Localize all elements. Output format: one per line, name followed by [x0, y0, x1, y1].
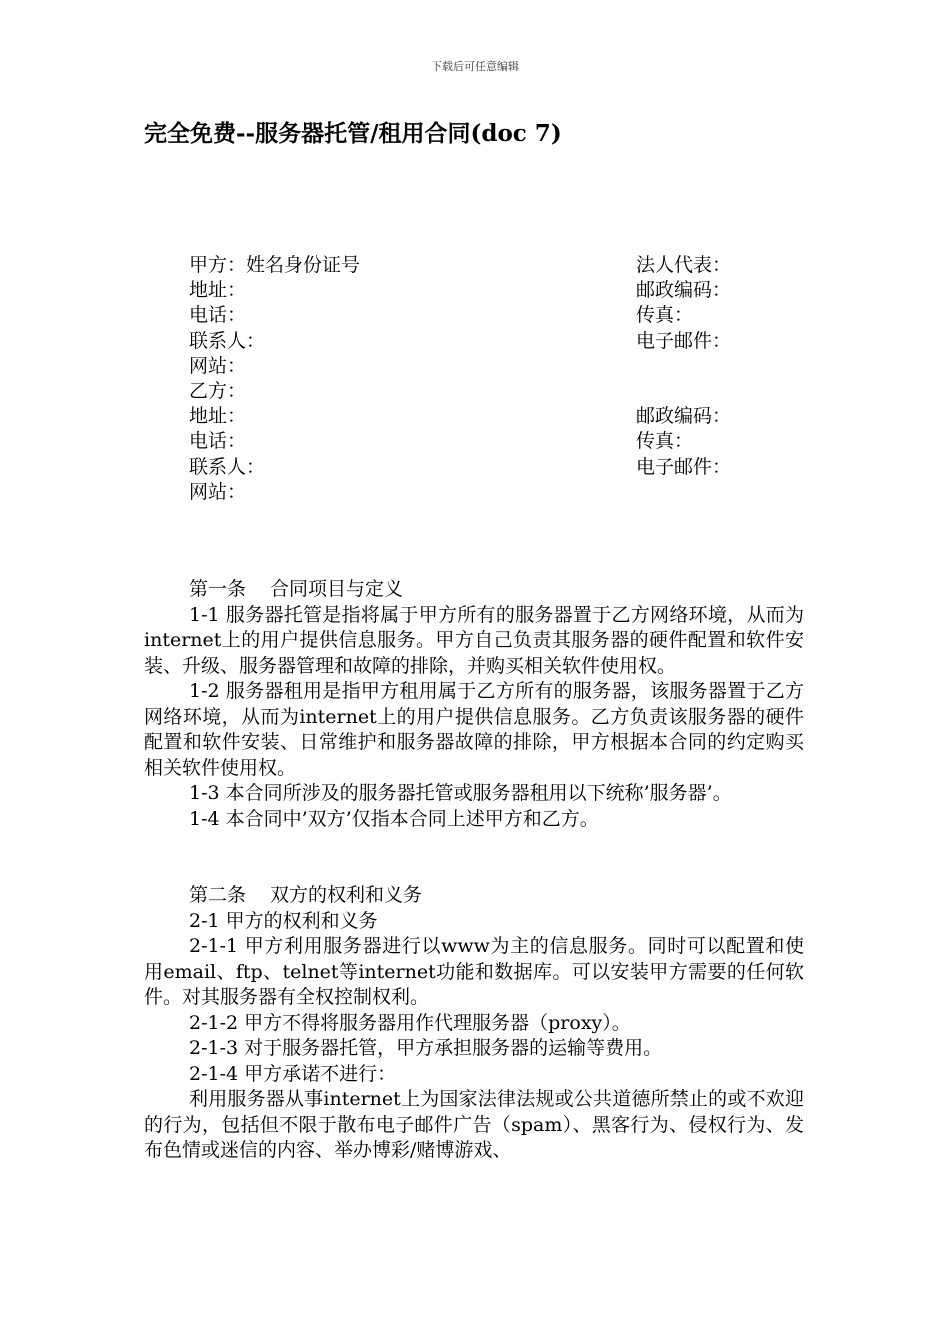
party-row	[189, 253, 809, 278]
party-field-right: 法人代表：	[636, 254, 732, 276]
party-field-right: 电子邮件：	[636, 329, 732, 352]
article-2-clause-5: 2-1-4 甲方承诺不进行：	[189, 1062, 397, 1085]
article-title: 双方的权利和义务	[270, 884, 423, 906]
party-field-right: 电子邮件：	[636, 455, 732, 478]
article-2-clause-2: 2-1-1 甲方利用服务器进行以www为主的信息服务。同时可以配置和使用email、ftp、telnet等internet功能和数据库。可以安装甲方需要的任何软件。对其服务器有全权控制权利。	[144, 935, 804, 1008]
party-field-right: 传真：	[636, 430, 694, 453]
party-field-left: 联系人：	[189, 455, 266, 478]
party-field-left: 乙方：	[189, 379, 247, 402]
article-2-heading	[144, 883, 804, 909]
article-1-clause-1: 1-1 服务器托管是指将属于甲方所有的服务器置于乙方网络环境，从而为internet上的用户提供信息服务。甲方自己负责其服务器的硬件配置和软件安装、升级、服务器管理和故障的排除，并购买相关软件使用权。	[144, 603, 804, 677]
party-row	[189, 354, 809, 379]
article-number: 第二条	[189, 884, 247, 906]
party-field-left: 网站：	[189, 480, 247, 503]
party-row	[189, 404, 809, 429]
article-2-clause-6: 利用服务器从事internet上为国家法律法规或公共道德所禁止的或不欢迎的行为，包括但不限于散布电子邮件广告（spam）、黑客行为、侵权行为、发布色情或迷信的内容、举办博彩/赌博游戏、	[144, 1088, 804, 1161]
party-row	[189, 480, 809, 505]
article-2-clause-3: 2-1-2 甲方不得将服务器用作代理服务器（proxy）。	[189, 1011, 631, 1034]
party-row	[189, 379, 809, 404]
paragraph-spacer	[144, 832, 804, 883]
party-field-left: 甲方：姓名身份证号	[189, 254, 361, 276]
article-1-clause-3: 1-3 本合同所涉及的服务器托管或服务器租用以下统称’服务器’。	[189, 782, 732, 804]
header-note: 下载后可任意编辑	[431, 60, 519, 73]
article-number: 第一条	[189, 578, 247, 600]
party-row	[189, 429, 809, 454]
party-field-right: 传真：	[636, 304, 694, 327]
party-field-left: 电话：	[189, 304, 247, 327]
party-field-left: 联系人：	[189, 329, 266, 352]
party-field-left: 电话：	[189, 430, 247, 453]
party-field-right: 邮政编码：	[636, 405, 732, 428]
party-row	[189, 329, 809, 354]
party-row	[189, 455, 809, 480]
article-1-clause-4: 1-4 本合同中’双方’仅指本合同上述甲方和乙方。	[189, 807, 599, 830]
article-1-heading	[144, 577, 804, 603]
contract-body	[144, 577, 804, 1164]
party-field-left: 网站：	[189, 354, 247, 377]
article-2-clause-4: 2-1-3 对于服务器托管，甲方承担服务器的运输等费用。	[189, 1037, 663, 1059]
party-row	[189, 278, 809, 303]
party-info-block	[189, 253, 809, 505]
party-field-left: 地址：	[189, 279, 247, 302]
party-field-left: 地址：	[189, 405, 247, 428]
article-title: 合同项目与定义	[270, 578, 404, 600]
party-field-right: 邮政编码：	[636, 279, 732, 302]
party-row	[189, 303, 809, 328]
article-1-clause-2: 1-2 服务器租用是指甲方租用属于乙方所有的服务器，该服务器置于乙方网络环境，从而为internet上的用户提供信息服务。乙方负责该服务器的硬件配置和软件安装、日常维护和服务器故障的排除，甲方根据本合同的约定购买相关软件使用权。	[144, 680, 804, 779]
document-title: 完全免费--服务器托管/租用合同(doc 7)	[144, 120, 562, 147]
article-2-clause-1: 2-1 甲方的权利和义务	[189, 909, 378, 932]
